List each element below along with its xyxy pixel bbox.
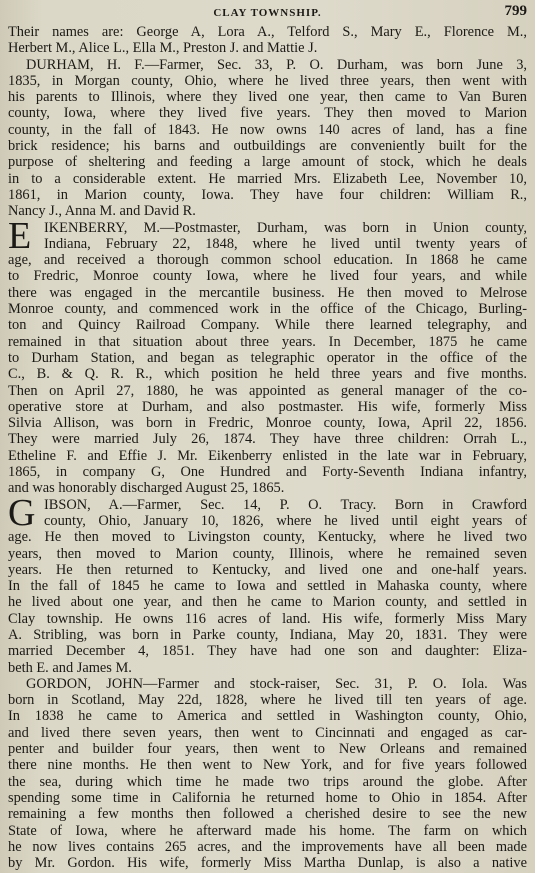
text-line: married December 4, 1851. They have had one son and daughter: Eliza- [8,643,527,660]
text-line: State of Iowa, where he afterward made his home. The farm on which [8,822,527,839]
text-line: IKENBERRY, M.—Postmaster, Durham, was born in Union county, [44,219,527,236]
text-line: purpose of sheltering and feeding a large amount of stock, which he deals [8,154,527,171]
drop-cap-letter: G [8,491,36,534]
text-line: county, in the fall of 1843. He now owns 140 acres of land, has a fine [8,121,527,138]
text-line: he now lives contains 265 acres, and the improvements have all been made [8,838,527,855]
running-header [8,2,527,24]
text-line: In 1838 he came to America and settled in Washington county, Ohio, [8,708,527,725]
text-line: brick residence; his barns and outbuildings are conveniently built for the [8,138,527,155]
text-line: A. Stribling, was born in Parke county, Indiana, May 20, 1831. They were [8,626,527,643]
text-line: there was engaged in the mercantile business. He then moved to Melrose [8,284,527,301]
text-line: Their names are: George A, Lora A., Telford S., Mary E., Florence M., [8,24,527,40]
text-line: In the fall of 1845 he came to Iowa and settled in Mahaska county, where [8,578,527,595]
entry-gordon [8,676,527,872]
text-line: IBSON, A.—Farmer, Sec. 14, P. O. Tracy. Born in Crawford [44,496,527,513]
text-line: Silvia Allison, was born in Fredric, Monroe county, Iowa, April 22, 1856. [8,415,527,432]
text-line: GORDON, JOHN—Farmer and stock-raiser, Sec. 31, P. O. Iola. Was [26,675,527,692]
text-line: remained in that situation about three years. In December, 1875 he came [8,333,527,350]
entry-continuation [8,24,527,57]
text-line: to Fredric, Monroe county Iowa, where he lived four years, and while [8,268,527,285]
text-line: Then on April 27, 1880, he was appointed as general manager of the co- [8,382,527,399]
text-line: spending some time in California he returned home to Ohio in 1854. After [8,789,527,806]
text-line: the sea, during which time he made two trips around the globe. After [8,773,527,790]
text-line: years. He then returned to Kentucky, and lived one and one-half years. [8,561,527,578]
text-line: his parents to Illinois, where they lived one year, then came to Van Buren [8,89,527,106]
drop-cap-letter: E [8,214,32,257]
text-line: he lived about one year, and then he came to Marion county, and settled in [8,594,527,611]
text-line: Clay township. He owns 116 acres of land. His wife, formerly Miss Mary [8,610,527,627]
text-line: years, then moved to Marion county, Illinois, where he remained seven [8,545,527,562]
text-line: to Durham Station, and began as telegraphic operator in the office of the [8,349,527,366]
text-line: beth E. and James M. [8,659,132,676]
text-line: age, and received a thorough common school education. In 1868 he came [8,252,527,269]
text-line: penter and builder four years, then went to New Orleans and remained [8,741,527,758]
page-body [8,24,527,871]
entry-eikenberry [8,214,527,497]
text-line: operative store at Durham, and also postmaster. His wife, formerly Miss [8,398,527,415]
text-line: They were married July 26, 1874. They have three children: Orrah L., [8,431,527,448]
text-line: Etheline F. and Effie J. Mr. Eikenberry enlisted in the late war in February, [8,447,527,464]
text-line: county, Iowa, where they lived five years. They then moved to Marion [8,105,527,122]
text-line: Herbert M., Alice L., Ella M., Preston J. and Mattie J. [8,40,318,57]
text-line: by Mr. Gordon. His wife, formerly Miss Martha Dunlap, is also a native [8,855,527,872]
text-line: DURHAM, H. F.—Farmer, Sec. 33, P. O. Durham, was born June 3, [26,56,527,73]
text-line: county, Ohio, January 10, 1826, where he lived until eight years of [44,512,527,529]
text-line: born in Scotland, May 22d, 1828, where he lived till ten years of age. [8,692,527,709]
text-line: and lived there seven years, then went to Cincinnati and engaged as car- [8,724,527,741]
text-line: Indiana, February 22, 1848, where he lived until twenty years of [44,235,527,252]
text-line: and was honorably discharged August 25, 1865. [8,480,285,497]
running-title: CLAY TOWNSHIP. [213,7,322,19]
text-line: remaining a few months then followed a cherished desire to see the new [8,806,527,823]
text-line: ton and Quincy Railroad Company. While there learned telegraphy, and [8,317,527,334]
text-line: 1865, in company G, One Hundred and Forty-Seventh Indiana infantry, [8,464,527,481]
text-line: Nancy J., Anna M. and David R. [8,203,196,220]
entry-gibson [8,491,527,676]
page-number: 799 [504,3,527,19]
text-line: age. He then moved to Livingston county, Kentucky, where he lived two [8,529,527,546]
text-line: C., B. & Q. R. R., which position he held three years and five months. [8,366,527,383]
entry-durham [8,57,527,220]
text-line: 1861, in Marion county, Iowa. They have four children: William R., [8,186,527,203]
text-line: in to a considerable extent. He married Mrs. Elizabeth Lee, November 10, [8,170,527,187]
text-line: there nine months. He then went to New York, and for five years followed [8,757,527,774]
text-line: 1835, in Morgan county, Ohio, where he lived three years, then went with [8,72,527,89]
text-line: Monroe county, and commenced work in the office of the Chicago, Burling- [8,301,527,318]
